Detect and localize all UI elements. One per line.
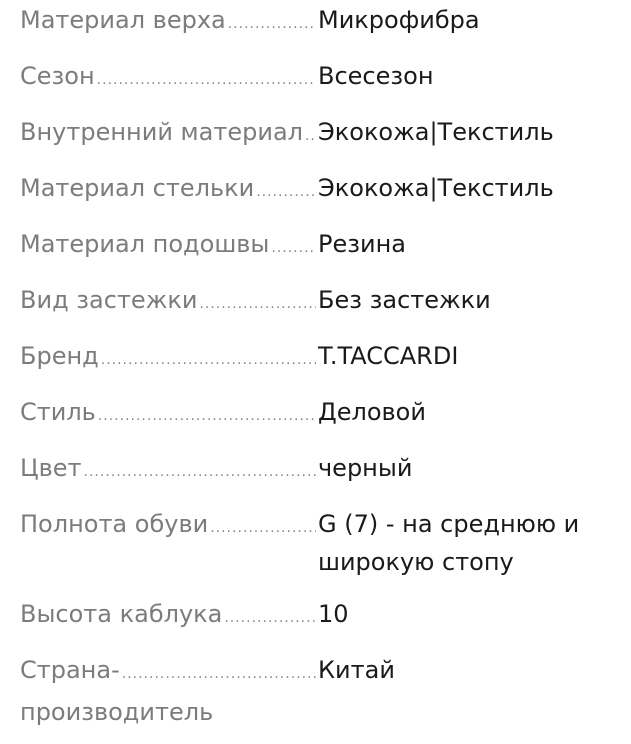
spec-label-line	[20, 651, 316, 693]
spec-label-wrap	[20, 337, 316, 379]
spec-row-season	[20, 56, 620, 99]
spec-row-lining-material	[20, 112, 620, 155]
spec-value: Микрофибра	[318, 6, 480, 34]
spec-value: Без застежки	[318, 286, 491, 314]
dot-leader	[98, 397, 316, 435]
dot-leader	[97, 61, 316, 99]
spec-label-wrap	[20, 169, 316, 211]
dot-leader	[228, 5, 316, 43]
dot-leader	[224, 599, 316, 637]
dot-leader	[210, 509, 316, 547]
spec-row-insole-material	[20, 168, 620, 211]
spec-row-sole-material	[20, 224, 620, 267]
spec-label: производитель	[20, 698, 214, 726]
dot-leader	[305, 117, 316, 155]
dot-leader	[199, 285, 316, 323]
dot-leader	[84, 453, 316, 491]
spec-value: Китай	[318, 656, 395, 684]
spec-label: Сезон	[20, 62, 95, 90]
spec-label: Полнота обуви	[20, 510, 209, 538]
spec-value: Резина	[318, 230, 406, 258]
spec-label-wrap	[20, 281, 316, 323]
spec-value: черный	[318, 454, 413, 482]
spec-label-wrap	[20, 393, 316, 435]
spec-label-wrap	[20, 1, 316, 43]
spec-value: Всесезон	[318, 62, 434, 90]
spec-value: G (7) - на среднюю и широкую стопу	[318, 510, 580, 576]
spec-label: Внутренний материал	[20, 118, 303, 146]
spec-label-wrap	[20, 449, 316, 491]
spec-row-color	[20, 448, 620, 491]
spec-row-fastener	[20, 280, 620, 323]
spec-row-heel-height	[20, 594, 620, 637]
dot-leader	[271, 229, 316, 267]
spec-value: Экокожа|Текстиль	[318, 118, 554, 146]
spec-label: Материал подошвы	[20, 230, 270, 258]
spec-label: Материал верха	[20, 6, 226, 34]
spec-label: Стиль	[20, 398, 96, 426]
spec-label-wrap	[20, 57, 316, 99]
spec-label-wrap	[20, 595, 316, 637]
spec-label: Бренд	[20, 342, 99, 370]
spec-row-brand	[20, 336, 620, 379]
spec-label: Высота каблука	[20, 600, 223, 628]
spec-label-wrap	[20, 505, 316, 547]
dot-leader	[101, 341, 316, 379]
spec-label: Цвет	[20, 454, 82, 482]
spec-row-style	[20, 392, 620, 435]
spec-label: Страна-	[20, 656, 120, 684]
product-specs	[20, 0, 620, 744]
dot-leader	[122, 655, 316, 693]
spec-value: Экокожа|Текстиль	[318, 174, 554, 202]
spec-label: Материал стельки	[20, 174, 255, 202]
spec-value: Деловой	[318, 398, 426, 426]
dot-leader	[256, 173, 316, 211]
spec-row-shoe-width	[20, 504, 620, 581]
spec-row-country	[20, 650, 620, 731]
spec-value: T.TACCARDI	[318, 342, 459, 370]
spec-value: 10	[318, 600, 349, 628]
spec-label-wrap	[20, 225, 316, 267]
spec-label-wrap	[20, 113, 316, 155]
spec-label: Вид застежки	[20, 286, 198, 314]
spec-row-upper-material	[20, 0, 620, 43]
spec-label-wrap	[20, 651, 316, 731]
